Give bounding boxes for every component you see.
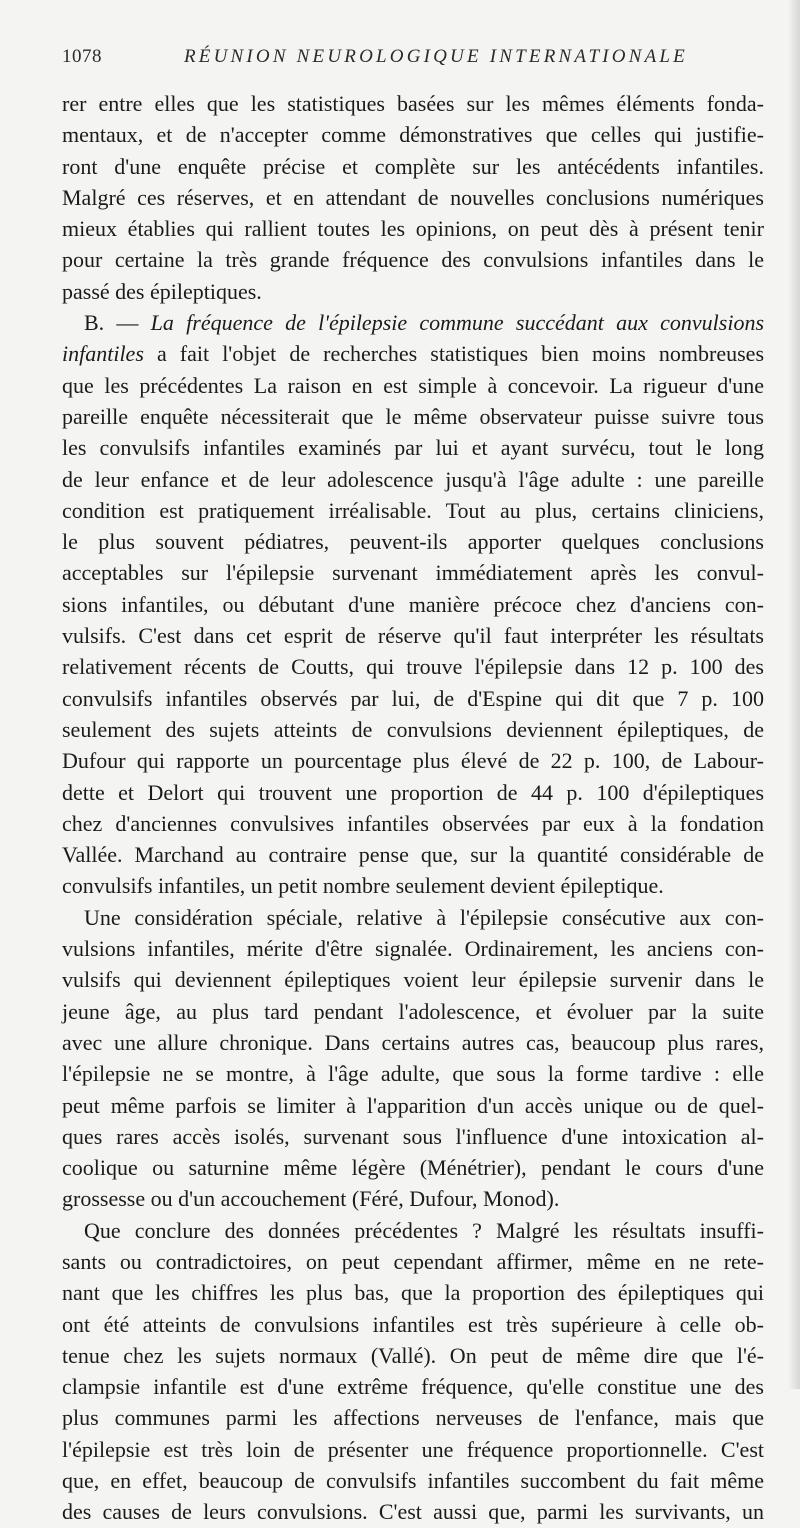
text-line: Que conclure des données précédentes ? Malgré les résultats insuffi- [84, 1217, 764, 1243]
section-label: B. — [84, 310, 139, 336]
text-line: Malgré ces réserves, et en attendant de nouvelles conclusions numériques [62, 184, 764, 210]
text-line: plus communes parmi les affections nerveuses de l'enfance, mais que [62, 1405, 764, 1431]
text-line: ques rares accès isolés, survenant sous l'influence d'une intoxication al- [62, 1123, 764, 1149]
text-line: convulsifs infantiles, un petit nombre seulement devient épileptique. [62, 873, 664, 899]
text-line: grossesse ou d'un accouchement (Féré, Dufour, Monod). [62, 1186, 560, 1212]
text-line [62, 338, 764, 369]
section-title-continuation: infantiles [62, 341, 144, 367]
text-line: ont été atteints de convulsions infantiles est très supérieure à celle ob- [62, 1311, 764, 1337]
text-line: clampsie infantile est d'une extrême fréquence, qu'elle constitue une des [62, 1374, 764, 1400]
text-line: jeune âge, au plus tard pendant l'adolescence, et évoluer par la suite [62, 998, 764, 1024]
text-line: pour certaine la très grande fréquence des convulsions infantiles dans le [62, 247, 764, 273]
page-number: 1078 [62, 46, 102, 67]
section-heading-line [62, 307, 764, 338]
text-line: de leur enfance et de leur adolescence jusqu'à l'âge adulte : une pareille [62, 466, 764, 492]
text-line: mentaux, et de n'accepter comme démonstratives que celles qui justifie- [62, 122, 764, 148]
text-line: coolique ou saturnine même légère (Ménétrier), pendant le cours d'une [62, 1155, 764, 1181]
text-line: le plus souvent pédiatres, peuvent-ils apporter quelques conclusions [62, 529, 764, 555]
text-line: ront d'une enquête précise et complète sur les antécédents infantiles. [62, 153, 764, 179]
text-line: les convulsifs infantiles examinés par lui et ayant survécu, tout le long [62, 435, 764, 461]
text-line: rer entre elles que les statistiques basées sur les mêmes éléments fonda- [62, 91, 764, 116]
text-line: relativement récents de Coutts, qui trouve l'épilepsie dans 12 p. 100 des [62, 654, 764, 680]
scan-shadow-edge [788, 0, 800, 1389]
text-line: seulement des sujets atteints de convulsions deviennent épileptiques, de [62, 716, 764, 742]
text-line: avec une allure chronique. Dans certains autres cas, beaucoup plus rares, [62, 1029, 764, 1055]
text-line: dette et Delort qui trouvent une proportion de 44 p. 100 d'épileptiques [62, 779, 764, 805]
text-line: sants ou contradictoires, on peut cependant affirmer, même en ne rete- [62, 1248, 764, 1274]
text-line: chez d'anciennes convulsives infantiles observées par eux à la fondation [62, 810, 764, 836]
text-line: des causes de leurs convulsions. C'est aussi que, parmi les survivants, un [62, 1499, 764, 1525]
text-line: l'épilepsie ne se montre, à l'âge adulte, que sous la forme tardive : elle [62, 1061, 764, 1087]
text-line: tenue chez les sujets normaux (Vallé). On peut de même dire que l'é- [62, 1342, 764, 1368]
text-line: l'épilepsie est très loin de présenter une fréquence proportionnelle. C'est [62, 1436, 764, 1462]
text-line: que, en effet, beaucoup de convulsifs infantiles succombent du fait même [62, 1468, 764, 1494]
section-title: La fréquence de l'épilepsie commune succédant aux convulsions [150, 310, 765, 336]
text-line: passé des épileptiques. [62, 278, 262, 304]
text-line: Vallée. Marchand au contraire pense que, sur la quantité considérable de [62, 842, 764, 868]
running-title: RÉUNION NEUROLOGIQUE INTERNATIONALE [184, 46, 688, 67]
text-line: Dufour qui rapporte un pourcentage plus élevé de 22 p. 100, de Labour- [62, 748, 764, 774]
text-line: condition est pratiquement irréalisable. Tout au plus, certains cliniciens, [62, 497, 764, 523]
text-line: nant que les chiffres les plus bas, que la proportion des épileptiques qui [62, 1280, 764, 1306]
page-header [62, 46, 762, 74]
text-line: convulsifs infantiles observés par lui, de d'Espine qui dit que 7 p. 100 [62, 685, 764, 711]
text-line: Une considération spéciale, relative à l'épilepsie consécutive aux con- [84, 904, 764, 930]
text-line: vulsions infantiles, mérite d'être signalée. Ordinairement, les anciens con- [62, 936, 764, 962]
text-line: vulsifs qui deviennent épileptiques voient leur épilepsie survenir dans le [62, 967, 764, 993]
text-line: peut même parfois se limiter à l'apparition d'un accès unique ou de quel- [62, 1092, 764, 1118]
text-line: vulsifs. C'est dans cet esprit de réserve qu'il faut interpréter les résultats [62, 623, 764, 649]
text-line: acceptables sur l'épilepsie survenant immédiatement après les convul- [62, 560, 764, 586]
body-text [62, 88, 764, 1528]
text-line: que les précédentes La raison en est simple à concevoir. La rigueur d'une [62, 372, 764, 398]
text-line: sions infantiles, ou débutant d'une manière précoce chez d'anciens con- [62, 591, 764, 617]
text-fragment: a fait l'objet de recherches statistiques bien moins nombreuses [156, 341, 765, 367]
text-line: mieux établies qui rallient toutes les opinions, on peut dès à présent tenir [62, 216, 764, 242]
text-line: pareille enquête nécessiterait que le même observateur puisse suivre tous [62, 403, 764, 429]
